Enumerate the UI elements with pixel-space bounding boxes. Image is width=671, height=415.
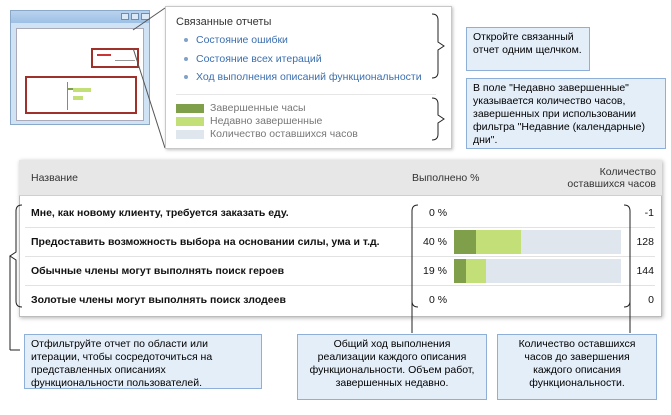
row-remaining: 0 [648,294,654,306]
column-header-done[interactable]: Выполнено % [412,172,480,184]
note-filter: Отфильтруйте отчет по области или итерации, чтобы сосредоточиться на представленных описаниях функциональности пользователей. [24,334,262,389]
column-header-name[interactable]: Название [31,172,78,184]
link-all-iterations-status[interactable]: Состояние всех итераций [184,53,322,65]
row-percent: 0 % [429,207,448,219]
legend-recent: Недавно завершенные [176,115,322,127]
note-open-report: Откройте связанный отчет одним щелчком. [466,27,590,71]
link-bug-status[interactable]: Состояние ошибки [184,34,288,46]
row-percent: 0 % [429,294,448,306]
row-name: Золотые члены могут выполнять поиск злодеев [31,294,286,306]
row-name: Обычные члены могут выполнять поиск героев [31,265,285,277]
row-name: Предоставить возможность выбора на основании силы, ума и т.д. [31,236,380,248]
row-remaining: -1 [644,207,654,219]
link-story-progress[interactable]: Ход выполнения описаний функциональности [184,71,422,83]
legend-remaining: Количество оставшихся часов [176,128,358,140]
related-reports-title: Связанные отчеты [176,16,272,28]
note-overall-progress: Общий ход выполнения реализации каждого описания функциональности. Объем работ, завершенных недавно. [297,334,487,400]
row-remaining: 144 [636,265,654,277]
row-percent: 40 % [423,236,447,248]
column-header-remaining[interactable]: Количество оставшихся часов [567,166,656,190]
row-percent: 19 % [423,265,447,277]
note-remaining-hours: Количество оставшихся часов до завершения каждого описания функциональности. [497,334,657,400]
row-name: Мне, как новому клиенту, требуется заказать еду. [31,207,289,219]
row-remaining: 128 [636,236,654,248]
note-recently-completed: В поле "Недавно завершенные" указывается количество часов, завершенных при использовании фильтра "Недавние (календарные) дни". [466,78,666,149]
legend-completed: Завершенные часы [176,102,306,114]
